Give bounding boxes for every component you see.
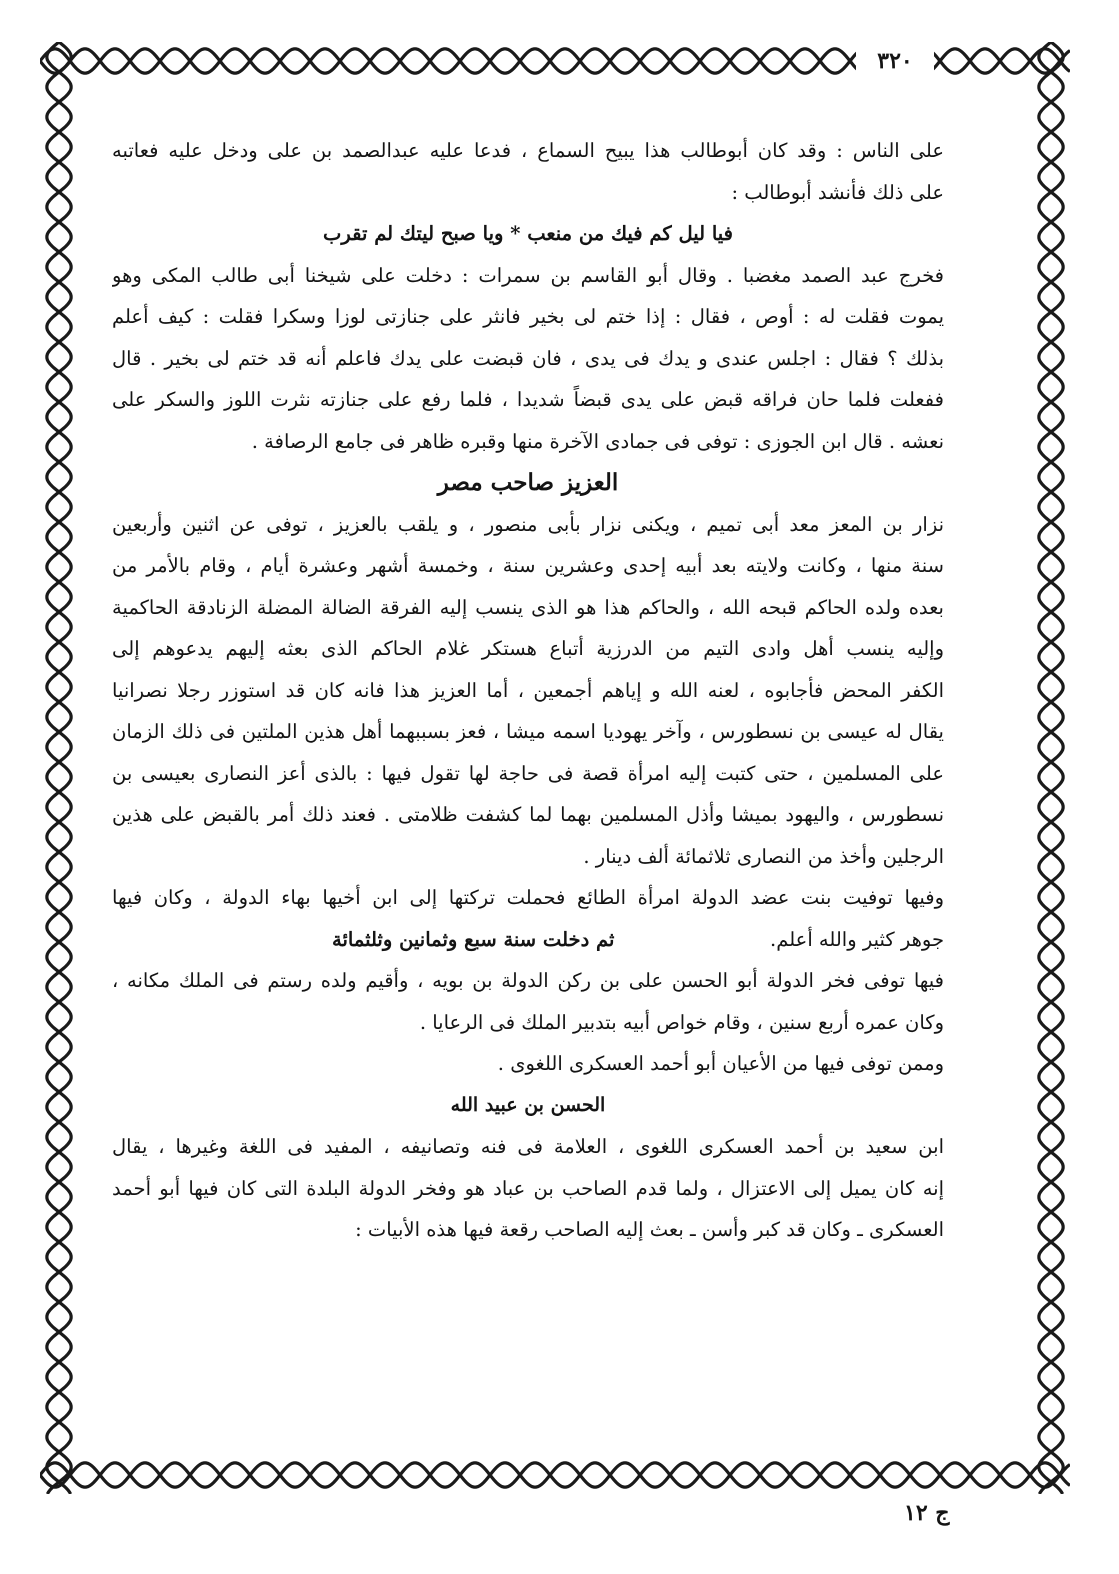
text-line: الكفر المحض فأجابوه ، لعنه الله و إياهم أجمعين ، أما العزيز هذا فانه كان قد استوزر رجلا نصرانيا <box>112 678 944 702</box>
text-line: ففعلت فلما حان فراقه قبض على يدى قبضاً شديدا ، فلما رفع على جنازته نثرت اللوز والسكر على <box>112 388 944 411</box>
section-heading: الحسن بن عبيد الله <box>450 1093 606 1116</box>
text-line: فخرج عبد الصمد مغضبا . وقال أبو القاسم بن سمرات : دخلت على شيخنا أبى طالب المكى وهو <box>112 263 944 287</box>
text-line: نعشه . قال ابن الجوزى : توفى فى جمادى الآخرة منها وقبره ظاهر فى جامع الرصافة . <box>251 429 944 453</box>
text-line: ابن سعيد بن أحمد العسكرى اللغوى ، العلامة فى فنه وتصانيفه ، المفيد فى اللغة وغيرها ، يقال <box>112 1135 944 1158</box>
text-line: وإليه ينسب أهل وادى التيم من الدرزية أتباع هستكر غلام الحاكم الذى بعثه إليهم يدعوهم إلى <box>112 637 944 660</box>
text-line-with-year-heading <box>112 919 944 961</box>
text-line: فيها توفى فخر الدولة أبو الحسن على بن ركن الدولة بن بويه ، وأقيم ولده رستم فى الملك مكانه ، <box>112 969 944 992</box>
text-line: وممن توفى فيها من الأعيان أبو أحمد العسكرى اللغوى . <box>497 1052 944 1075</box>
text-line: يموت فقلت له : أوص ، فقال : إذا ختم لى بخير فانثر على جنازتى لوزا وسكرا فقلت : كيف أعلم <box>112 305 944 328</box>
page-body <box>112 130 944 1430</box>
text-line: نزار بن المعز معد أبى تميم ، ويكنى نزار بأبى منصور ، و يلقب بالعزيز ، توفى عن اثنين وأربعين <box>112 512 944 536</box>
verse-line: فيا ليل كم فيك من منعب * ويا صبح ليتك لم تقرب <box>323 222 733 245</box>
text-line: على ذلك فأنشد أبوطالب : <box>731 180 944 204</box>
signature-mark: ج ١٢ <box>904 1500 950 1526</box>
section-heading: العزيز صاحب مصر <box>437 469 619 496</box>
text-line: إنه كان يميل إلى الاعتزال ، ولما قدم الصاحب بن عباد هو وفخر الدولة البلدة التى كان فيها أبو أحمد <box>112 1176 944 1200</box>
text-line: وفيها توفيت بنت عضد الدولة امرأة الطائع فحملت تركتها إلى ابن أخيها بهاء الدولة ، وكان فيها <box>112 886 944 909</box>
text-line: الرجلين وأخذ من النصارى ثلاثمائة ألف دينار . <box>583 844 944 868</box>
text-line: بذلك ؟ فقال : اجلس عندى و يدك فى يدى ، فان قبضت على يدك فاعلم أنه قد ختم لى بخير . قال <box>112 346 944 370</box>
text-line: نسطورس ، واليهود بميشا وأذل المسلمين بهما لما كشفت ظلامتى . فعند ذلك أمر بالقبض على هذين <box>112 803 944 826</box>
ornamental-border-right <box>1032 42 1070 1494</box>
text-line: على المسلمين ، حتى كتبت إليه امرأة قصة فى حاجة لها تقول فيها : بالذى أعز النصارى بعيسى بن <box>112 761 944 785</box>
text-line: العسكرى ـ وكان قد كبر وأسن ـ بعث إليه الصاحب رقعة فيها هذه الأبيات : <box>355 1218 944 1241</box>
ornamental-border-left <box>40 42 78 1494</box>
text-line: سنة منها ، وكانت ولايته بعد أبيه إحدى وعشرين سنة ، وخمسة أشهر وعشرة أيام ، وقام بالأمر من <box>112 554 944 577</box>
text-fragment: جوهر كثير والله أعلم. <box>770 927 944 951</box>
year-heading: ثم دخلت سنة سبع وثمانين وثلثمائة <box>332 927 615 951</box>
page-number: ٣٢٠ <box>856 46 934 76</box>
text-line: وكان عمره أربع سنين ، وقام خواص أبيه بتدبير الملك فى الرعايا . <box>419 1010 944 1034</box>
ornamental-border-bottom <box>40 1456 1070 1494</box>
text-line: يقال له عيسى بن نسطورس ، وآخر يهوديا اسمه ميشا ، فعز بسببهما أهل هذين الملتين فى ذلك الزمان <box>112 720 944 743</box>
text-line: بعده ولده الحاكم قبحه الله ، والحاكم هذا هو الذى ينسب إليه الفرقة الضالة المضلة الزنادقة الحاكمية <box>112 595 944 619</box>
text-line: على الناس : وقد كان أبوطالب هذا يبيح السماع ، فدعا عليه عبدالصمد بن على ودخل عليه فعاتبه <box>112 139 944 162</box>
